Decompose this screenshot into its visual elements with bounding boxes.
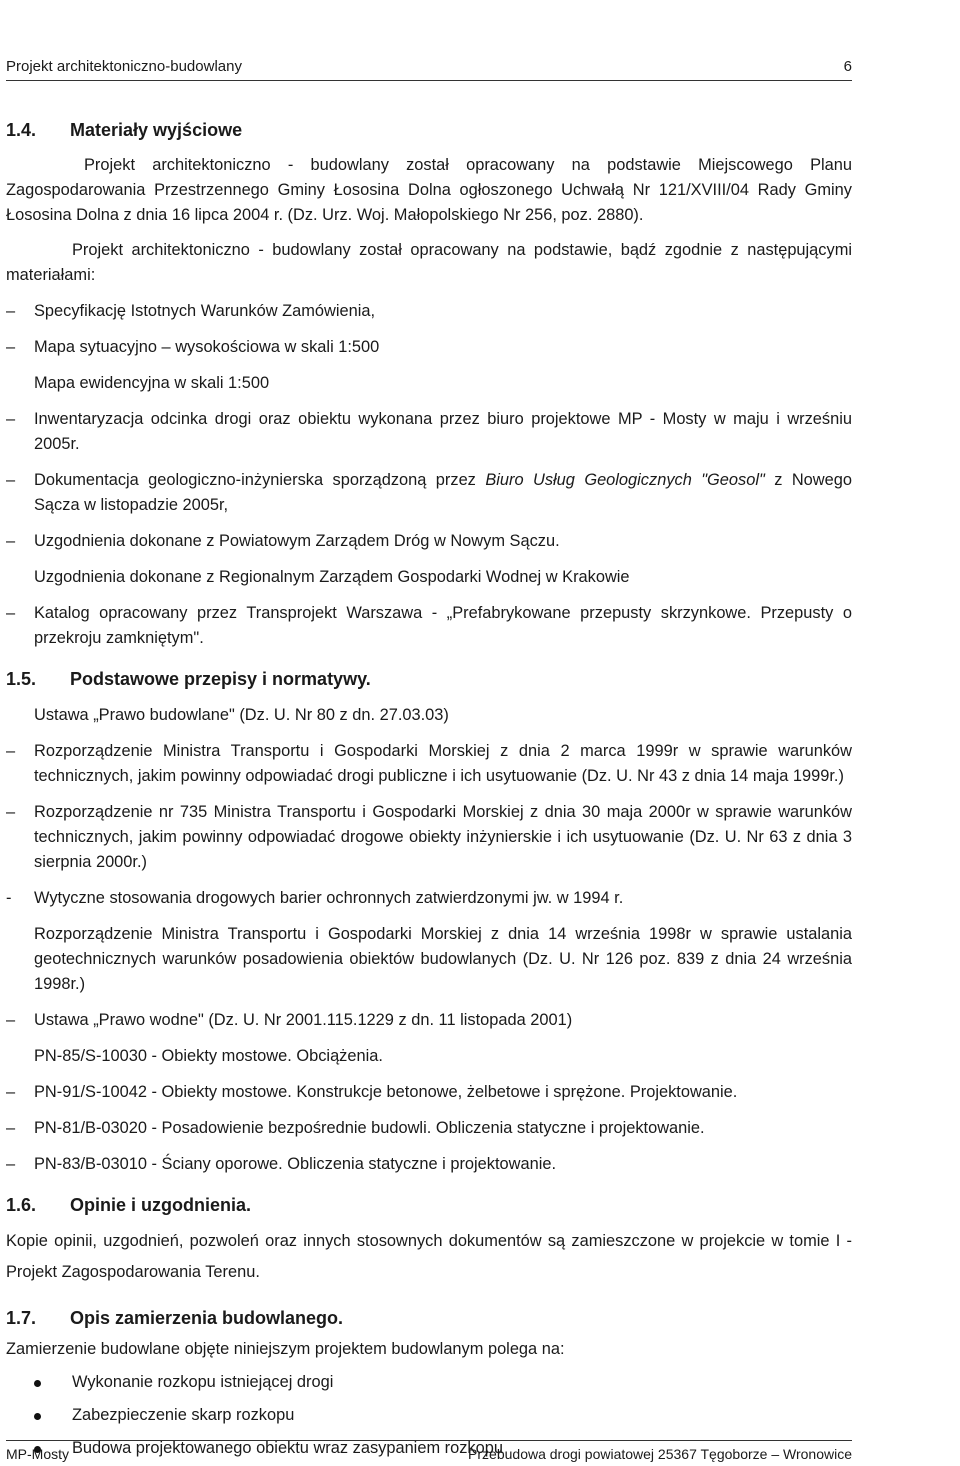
- page-header: [6, 58, 852, 81]
- list-item: – Ustawa „Prawo wodne" (Dz. U. Nr 2001.115.1229 z dn. 11 listopada 2001): [6, 1011, 573, 1029]
- list-item: – Dokumentacja geologiczno-inżynierska sporządzoną przez Biuro Usług Geologicznych "Geosol" z Nowego Sącza w listopadzie 2005r,: [6, 471, 852, 514]
- footer-right: Przebudowa drogi powiatowej 25367 Tęgoborze – Wronowice: [468, 1446, 852, 1462]
- footer-left: MP-Mosty: [6, 1446, 69, 1462]
- bullet-icon: [34, 1380, 41, 1387]
- section-title: Podstawowe przepisy i normatywy.: [70, 669, 371, 689]
- list-item: – Rozporządzenie nr 735 Ministra Transportu i Gospodarki Morskiej z dnia 30 maja 2000r w sprawie warunków technicznych, jakim powinny odpowiadać drogowe obiekty inżynierskie i ich usytuowanie (Dz. U. Nr 63 z dnia 3 sierpnia 2000r.): [6, 803, 852, 871]
- section-heading-1-6: [6, 1193, 852, 1218]
- list-item: Rozporządzenie Ministra Transportu i Gospodarki Morskiej z dnia 14 września 1998r w sprawie ustalania geotechnicznych warunków posadowienia obiektów budowlanych (Dz. U. Nr 126 poz. 839 z dnia 24 września 1998r.): [34, 925, 852, 993]
- section-heading-1-7: [6, 1306, 852, 1331]
- list-item: – PN-83/B-03010 - Ściany oporowe. Obliczenia statyczne i projektowanie.: [6, 1155, 557, 1173]
- materials-list: [6, 299, 852, 651]
- document-body: [6, 118, 852, 1461]
- list-item: Zabezpieczenie skarp rozkopu: [6, 1403, 852, 1428]
- section-heading-1-5: [6, 667, 852, 692]
- list-item: Wykonanie rozkopu istniejącej drogi: [6, 1370, 852, 1395]
- section-number: 1.6.: [6, 1195, 37, 1215]
- list-item: – Katalog opracowany przez Transprojekt Warszawa - „Prefabrykowane przepusty skrzynkowe. Przepusty o przekroju zamkniętym".: [6, 604, 852, 647]
- section-number: 1.7.: [6, 1308, 37, 1328]
- section-number: 1.5.: [6, 669, 37, 689]
- list-item: Ustawa „Prawo budowlane" (Dz. U. Nr 80 z dn. 27.03.03): [34, 706, 449, 724]
- list-item: – Rozporządzenie Ministra Transportu i Gospodarki Morskiej z dnia 2 marca 1999r w sprawie warunków technicznych, jakim powinny odpowiadać drogi publiczne i ich usytuowanie (Dz. U. Nr 43 z dnia 14 maja 1999r.): [6, 742, 852, 785]
- section-title: Opis zamierzenia budowlanego.: [70, 1308, 344, 1328]
- list-item: – Mapa sytuacyjno – wysokościowa w skali 1:500: [6, 338, 380, 356]
- section-title: Materiały wyjściowe: [70, 120, 243, 140]
- list-item: – Inwentaryzacja odcinka drogi oraz obiektu wykonana przez biuro projektowe MP - Mosty w maju i wrześniu 2005r.: [6, 410, 852, 453]
- list-item: – PN-81/B-03020 - Posadowienie bezpośrednie budowli. Obliczenia statyczne i projektowanie.: [6, 1119, 705, 1137]
- paragraph: Kopie opinii, uzgodnień, pozwoleń oraz innych stosownych dokumentów są zamieszczone w projekcie w tomie I - Projekt Zagospodarowania Terenu.: [6, 1232, 852, 1281]
- paragraph: Zamierzenie budowlane objęte niniejszym projektem budowlanym polega na:: [6, 1340, 565, 1358]
- list-item: – PN-91/S-10042 - Obiekty mostowe. Konstrukcje betonowe, żelbetowe i sprężone. Projektowanie.: [6, 1083, 738, 1101]
- section-title: Opinie i uzgodnienia.: [70, 1195, 252, 1215]
- list-item: Uzgodnienia dokonane z Regionalnym Zarządem Gospodarki Wodnej w Krakowie: [34, 568, 630, 586]
- paragraph: Projekt architektoniczno - budowlany został opracowany na podstawie Miejscowego Planu Zagospodarowania Przestrzennego Gminy Łososina Dolna ogłoszonego Uchwałą Nr 121/XVIII/04 Rady Gminy Łososina Dolna z dnia 16 lipca 2004 r. (Dz. Urz. Woj. Małopolskiego Nr 256, poz. 2880).: [6, 156, 852, 224]
- section-number: 1.4.: [6, 120, 37, 140]
- list-item: – Specyfikację Istotnych Warunków Zamówienia,: [6, 302, 376, 320]
- page-number: 6: [843, 58, 852, 75]
- list-item: – Uzgodnienia dokonane z Powiatowym Zarządem Dróg w Nowym Sączu.: [6, 532, 560, 550]
- header-title: Projekt architektoniczno-budowlany: [6, 58, 242, 75]
- list-item: - Wytyczne stosowania drogowych barier ochronnych zatwierdzonymi jw. w 1994 r.: [6, 889, 624, 907]
- paragraph: Projekt architektoniczno - budowlany został opracowany na podstawie, bądź zgodnie z następującymi materiałami:: [6, 241, 852, 284]
- list-item: PN-85/S-10030 - Obiekty mostowe. Obciążenia.: [34, 1047, 383, 1065]
- list-item: Mapa ewidencyjna w skali 1:500: [34, 374, 270, 392]
- regulations-list: [6, 703, 852, 1177]
- list-item: Budowa projektowanego obiektu wraz zasypaniem rozkopu: [6, 1436, 852, 1461]
- bullet-icon: [34, 1413, 41, 1420]
- section-heading-1-4: [6, 118, 852, 143]
